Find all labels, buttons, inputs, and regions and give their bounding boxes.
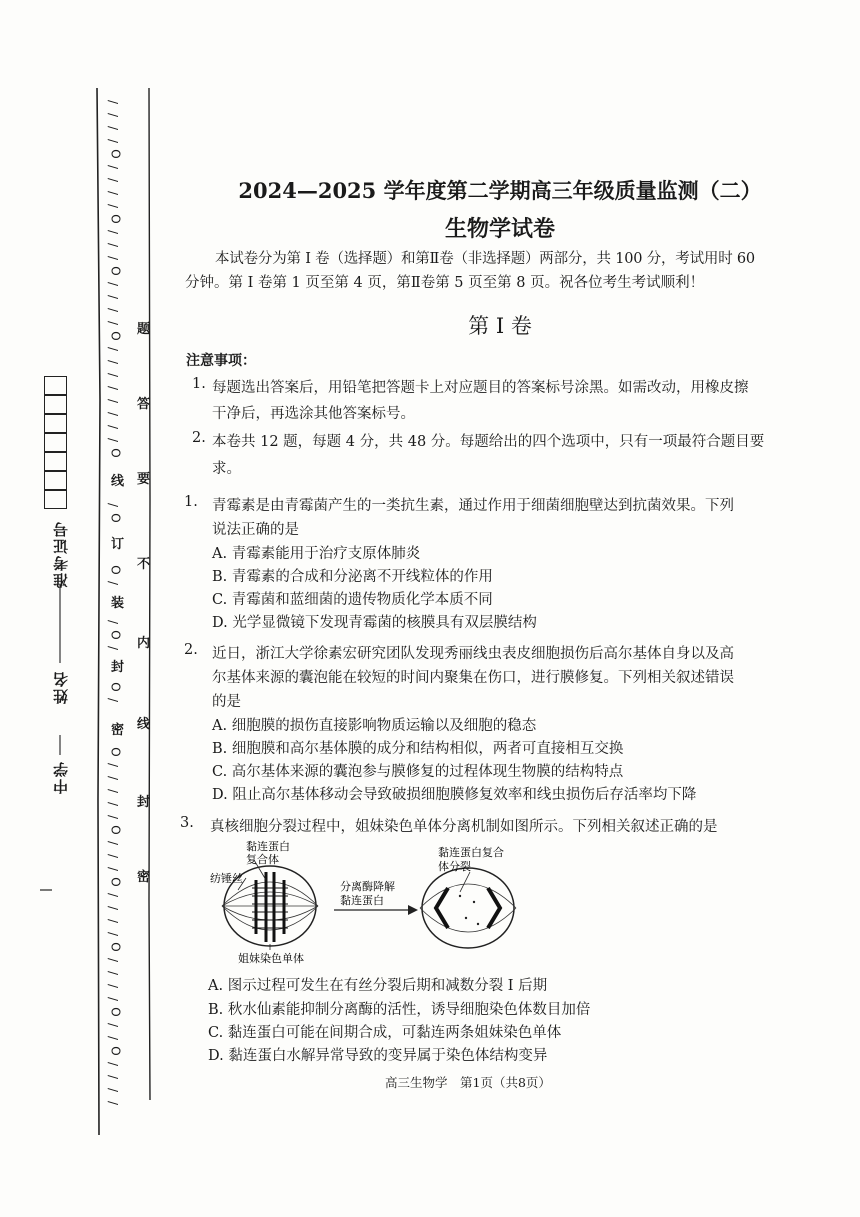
cut-line-dash: /: [106, 281, 121, 287]
q1-option-b-key: B.: [212, 569, 228, 585]
exam-id-label: 准考证号: [52, 520, 70, 588]
cut-line-dash: /: [106, 385, 121, 391]
warning-char-nei: 内: [137, 636, 151, 651]
q1-option-d-text: 光学显微镜下发现青霉菌的核膜具有双层膜结构: [232, 615, 537, 631]
cut-line-dash: /: [106, 697, 121, 703]
warning-char-ti: 题: [137, 322, 151, 337]
exam-id-box[interactable]: [44, 471, 67, 490]
q3-figure-pointer-split: [460, 872, 470, 892]
cut-line-dash: /: [106, 866, 121, 872]
cut-line-circle: O: [108, 682, 123, 692]
q2-option-d: [212, 783, 696, 804]
q3-option-b-text: 秋水仙素能抑制分离酶的活性，诱导细胞染色体数目加倍: [227, 1002, 591, 1018]
cut-line-dash: /: [106, 190, 121, 196]
notes-heading: 注意事项：: [186, 353, 256, 369]
note-1-num: 1.: [192, 376, 206, 392]
cut-line-dash: /: [106, 970, 121, 976]
q2-option-b-key: B.: [212, 741, 228, 757]
seal-char-zhuang: 装: [111, 596, 125, 611]
q3-option-c: [208, 1021, 561, 1042]
cut-line-circle: O: [108, 513, 123, 523]
q2-option-c-text: 高尔基体来源的囊泡参与膜修复的过程体现生物膜的结构特点: [231, 764, 624, 780]
q3-figure-label-cohesin-2: 复合体: [246, 853, 279, 866]
exam-id-box[interactable]: [44, 452, 67, 471]
warning-char-da: 答: [137, 397, 151, 412]
cut-line-dash: /: [106, 138, 121, 144]
q3-figure-label-split-1: 黏连蛋白复合: [438, 846, 504, 859]
name-label: 姓名: [52, 670, 70, 704]
q1-option-a: [212, 542, 420, 563]
cut-line-dash: /: [106, 359, 121, 365]
q2-number: 2.: [184, 642, 198, 658]
cut-line-dash: /: [106, 242, 121, 248]
cut-line-dash: /: [106, 372, 121, 378]
cut-line-dash: /: [106, 398, 121, 404]
intro-line-2: 分钟。第 I 卷第 1 页至第 4 页，第Ⅱ卷第 5 页至第 8 页。祝各位考生考试顺利！: [185, 275, 705, 291]
q3-figure: [208, 838, 548, 968]
cut-line-dash: /: [106, 918, 121, 924]
cut-line-circle: O: [108, 825, 123, 835]
exam-id-box[interactable]: [44, 376, 67, 395]
q1-stem-line-2: 说法正确的是: [212, 522, 299, 538]
seal-char-ding: 订: [111, 537, 125, 552]
q3-figure-separated-chromatids: [436, 888, 500, 928]
cut-line-dash: /: [106, 853, 121, 859]
q2-stem-line-1: 近日，浙江大学徐素宏研究团队发现秀丽线虫表皮细胞损伤后高尔基体自身以及高: [212, 646, 734, 662]
cut-line-dash: /: [106, 125, 121, 131]
cut-line-dash: /: [106, 1035, 121, 1041]
cut-line-dash: /: [106, 788, 121, 794]
q3-stem-line-1: 真核细胞分裂过程中，姐妹染色单体分离机制如图所示。下列相关叙述正确的是: [210, 819, 718, 835]
cut-line-circle: O: [108, 1007, 123, 1017]
cut-line-dash: /: [106, 437, 121, 443]
cut-line-dash: /: [106, 996, 121, 1002]
q1-option-b: [212, 565, 493, 586]
warning-char-mi: 密: [137, 870, 151, 885]
q2-option-b: [212, 737, 623, 758]
q3-option-a: [208, 974, 547, 995]
seal-char-feng: 封: [111, 660, 125, 675]
q3-option-c-key: C.: [208, 1025, 224, 1041]
cut-line-dash: /: [106, 801, 121, 807]
warning-char-bu: 不: [137, 557, 151, 572]
q3-figure-label-spindle: 纺锤丝: [210, 872, 243, 885]
cut-line-dash: /: [106, 1087, 121, 1093]
q3-option-b-key: B.: [208, 1002, 224, 1018]
q3-number: 3.: [180, 815, 194, 831]
q1-option-a-key: A.: [212, 546, 228, 562]
seal-char-mi: 密: [111, 723, 125, 738]
exam-id-box[interactable]: [44, 414, 67, 433]
cut-line-circle: O: [108, 942, 123, 952]
q1-option-a-text: 青霉素能用于治疗支原体肺炎: [231, 546, 421, 562]
q2-stem-line-2: 尔基体来源的囊泡能在较短的时间内聚集在伤口，进行膜修复。下列相关叙述错误: [212, 670, 734, 686]
cut-line-dash: /: [106, 229, 121, 235]
school-label: 中学: [52, 760, 70, 794]
q3-figure-fragments: [459, 895, 479, 925]
q2-option-a-key: A.: [212, 718, 228, 734]
q2-option-d-key: D.: [212, 787, 228, 803]
section-title: 第 I 卷: [468, 314, 532, 338]
q3-option-a-key: A.: [208, 978, 224, 994]
q1-stem-line-1: 青霉素是由青霉菌产生的一类抗生素，通过作用于细菌细胞壁达到抗菌效果。下列: [212, 498, 734, 514]
q3-figure-label-split-2: 体分裂: [438, 860, 471, 873]
cut-line-circle: O: [108, 214, 123, 224]
cut-line-dash: /: [106, 814, 121, 820]
page-footer: 高三生物学 第1页（共8页）: [385, 1075, 551, 1090]
cut-line-dash: /: [106, 775, 121, 781]
q3-figure-label-cohesin-1: 黏连蛋白: [246, 840, 290, 853]
q3-option-d-key: D.: [208, 1048, 224, 1064]
q1-option-c-key: C.: [212, 592, 228, 608]
cut-line-dash: /: [106, 762, 121, 768]
warning-char-xian: 线: [137, 717, 151, 732]
cut-line-dash: /: [106, 502, 121, 508]
q1-option-c: [212, 588, 493, 609]
cut-line-dash: /: [106, 580, 121, 586]
q2-option-a-text: 细胞膜的损伤直接影响物质运输以及细胞的稳态: [231, 718, 537, 734]
note-1-line-1: 每题选出答案后，用铅笔把答题卡上对应题目的答案标号涂黑。如需改动，用橡皮擦: [212, 380, 749, 396]
cut-line-dash: /: [106, 1061, 121, 1067]
cut-line-dash: /: [106, 1022, 121, 1028]
note-2-line-2: 求。: [212, 461, 241, 477]
note-2-line-1: 本卷共 12 题，每题 4 分，共 48 分。每题给出的四个选项中，只有一项最符合题目要: [212, 434, 765, 450]
cut-line-dash: /: [106, 424, 121, 430]
exam-id-box[interactable]: [44, 395, 67, 414]
cut-line-dash: /: [106, 931, 121, 937]
cut-line-dash: /: [106, 320, 121, 326]
name-underline: [40, 585, 70, 785]
cut-line-circle: O: [108, 1046, 123, 1056]
q2-option-d-text: 阻止高尔基体移动会导致破损细胞膜修复效率和线虫损伤后存活率均下降: [232, 787, 697, 803]
warning-char-yao: 要: [137, 472, 151, 487]
cut-line-dash: /: [106, 892, 121, 898]
paper-title: 2024—2025 学年度第二学期高三年级质量监测（二）: [238, 178, 762, 203]
seal-char-xian: 线: [111, 474, 125, 489]
q1-number: 1.: [184, 494, 198, 510]
q1-option-d: [212, 611, 537, 632]
q1-option-d-key: D.: [212, 615, 228, 631]
note-1-line-2: 干净后，再选涂其他答案标号。: [212, 406, 415, 422]
paper-subtitle: 生物学试卷: [444, 216, 555, 242]
cut-line-dash: /: [106, 294, 121, 300]
q3-figure-label-arrow-1: 分离酶降解: [340, 880, 395, 893]
q3-figure-label-chromatid: 姐妹染色单体: [238, 952, 304, 965]
q3-figure-label-arrow-2: 黏连蛋白: [340, 894, 384, 907]
cut-line-circle: O: [108, 149, 123, 159]
cut-line-dash: /: [106, 1100, 121, 1106]
q2-stem-line-3: 的是: [212, 694, 241, 710]
cut-line-dash: /: [106, 346, 121, 352]
cut-line-circle: O: [108, 565, 123, 575]
q3-option-d-text: 黏连蛋白水解异常导致的变异属于染色体结构变异: [228, 1048, 548, 1064]
q2-option-c-key: C.: [212, 764, 228, 780]
cut-line-dash: /: [106, 99, 121, 105]
intro-line-1: 本试卷分为第 I 卷（选择题）和第Ⅱ卷（非选择题）两部分，共 100 分，考试用时 60: [215, 251, 755, 267]
binding-rules: [0, 0, 175, 1217]
q3-option-c-text: 黏连蛋白可能在间期合成，可黏连两条姐妹染色单体: [227, 1025, 562, 1041]
q3-figure-chromatids: [256, 872, 284, 942]
cut-line-dash: /: [106, 957, 121, 963]
cut-line-dash: /: [106, 411, 121, 417]
q3-option-d: [208, 1044, 547, 1065]
cut-line-circle: O: [108, 331, 123, 341]
q2-option-c: [212, 760, 623, 781]
q3-option-a-text: 图示过程可发生在有丝分裂后期和减数分裂 I 后期: [227, 978, 548, 994]
warning-char-feng: 封: [137, 795, 151, 810]
exam-id-box[interactable]: [44, 490, 67, 509]
q2-option-b-text: 细胞膜和高尔基体膜的成分和结构相似，两者可直接相互交换: [231, 741, 624, 757]
q3-figure-spindle-left: [222, 882, 318, 930]
binding-margin: [0, 0, 175, 1217]
cut-line-dash: /: [106, 164, 121, 170]
q3-option-b: [208, 998, 590, 1019]
cut-line-circle: O: [108, 747, 123, 757]
cut-line-dash: /: [106, 1074, 121, 1080]
cut-line-dash: /: [106, 112, 121, 118]
cut-line-circle: O: [108, 266, 123, 276]
q1-option-c-text: 青霉菌和蓝细菌的遗传物质化学本质不同: [231, 592, 493, 608]
cut-line-dash: /: [106, 645, 121, 651]
cut-line-dash: /: [106, 983, 121, 989]
q3-figure-arrowhead: [408, 905, 418, 915]
note-2-num: 2.: [192, 430, 206, 446]
cut-line-dash: /: [106, 203, 121, 209]
cut-line-dash: /: [106, 255, 121, 261]
cut-line-dash: /: [106, 619, 121, 625]
cut-line-dash: /: [106, 177, 121, 183]
exam-id-box[interactable]: [44, 433, 67, 452]
cut-line-circle: O: [108, 448, 123, 458]
cut-line-dash: /: [106, 840, 121, 846]
cut-line-dash: /: [106, 307, 121, 313]
cut-line-dash: /: [106, 905, 121, 911]
cut-line-circle: O: [108, 877, 123, 887]
q1-option-b-text: 青霉素的合成和分泌离不开线粒体的作用: [231, 569, 493, 585]
cut-line-circle: O: [108, 630, 123, 640]
q2-option-a: [212, 714, 536, 735]
